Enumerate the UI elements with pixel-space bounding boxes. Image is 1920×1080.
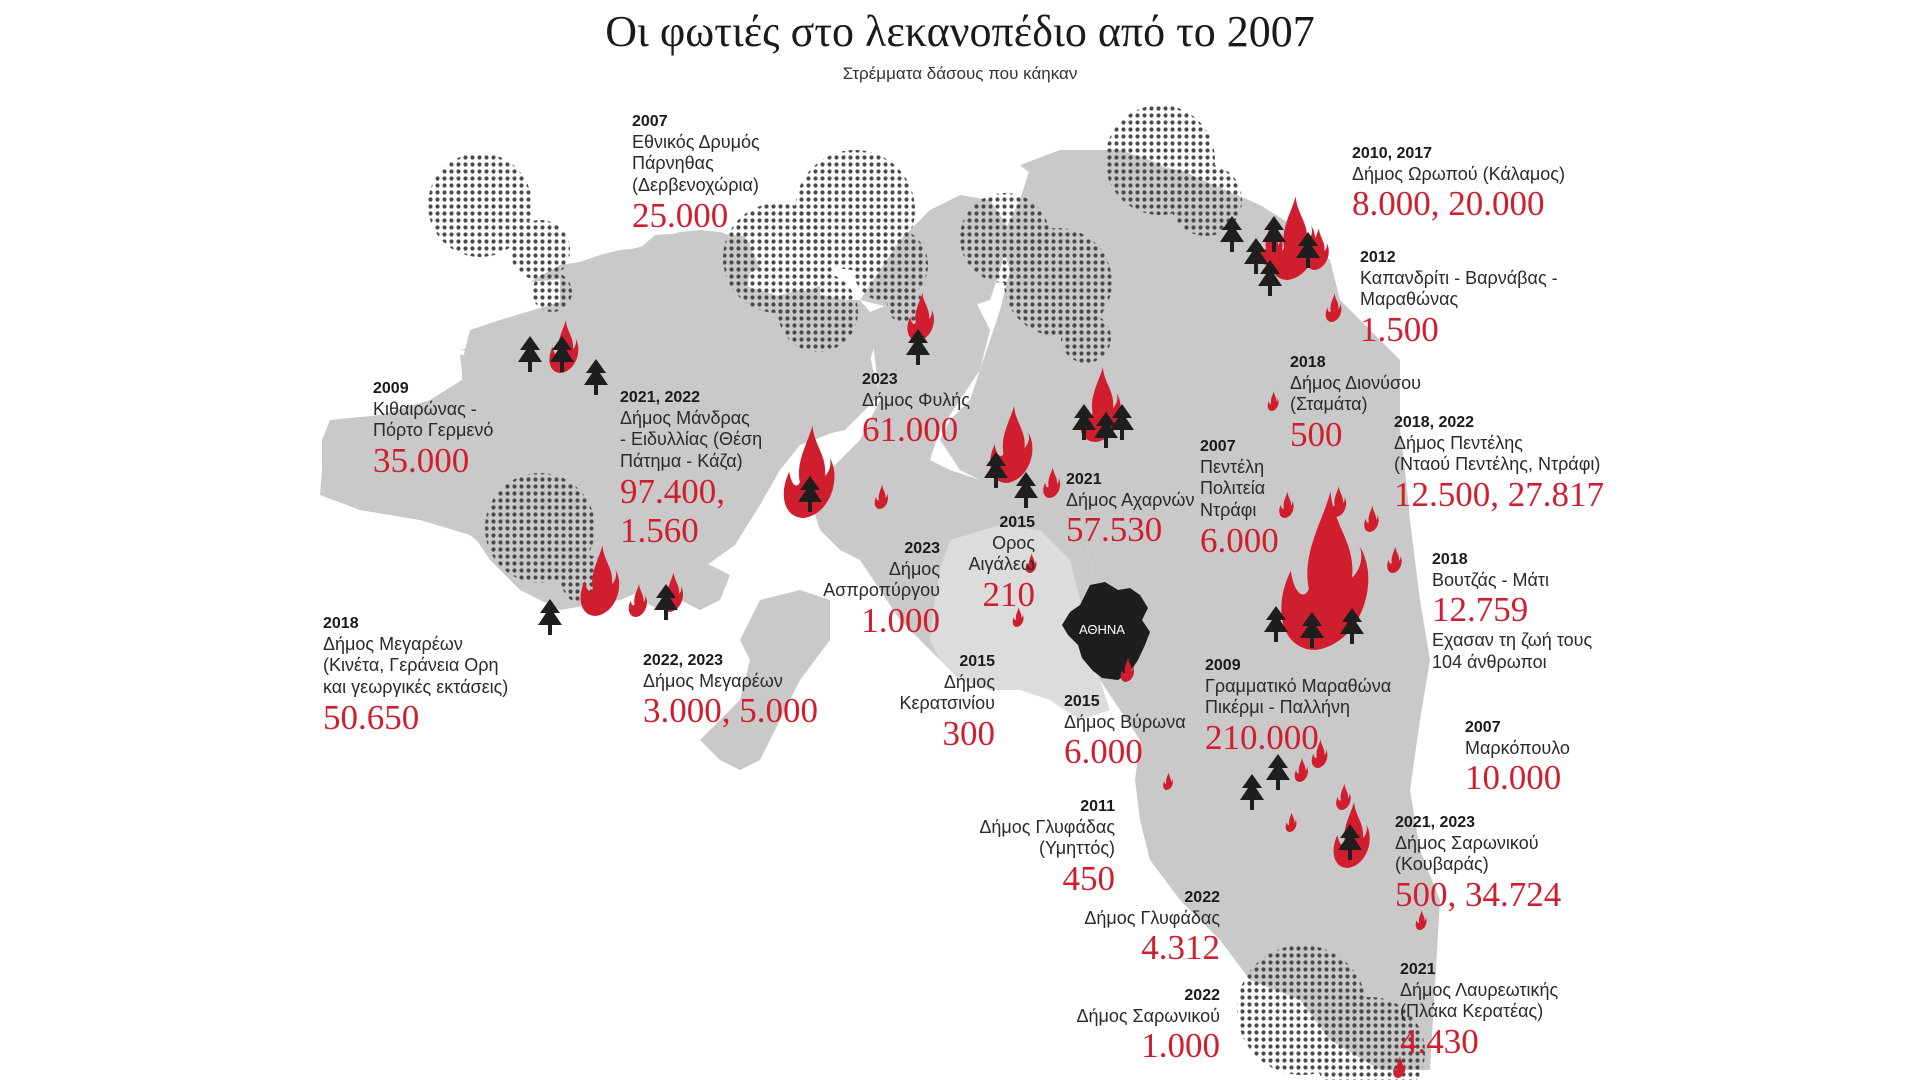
fire-value: 35.000 <box>373 441 470 481</box>
fire-label-megara-2022 <box>643 651 818 731</box>
fire-value: 6.000 <box>1064 732 1143 772</box>
fire-place: Μαρκόπουλο <box>1465 737 1570 758</box>
fire-note: Εχασαν τη ζωή τους 104 άνθρωποι <box>1432 629 1593 672</box>
fire-value: 97.400, 1.560 <box>620 472 725 550</box>
fire-place: Δήμος Φυλής <box>862 389 970 410</box>
page-subtitle: Στρέμματα δάσους που κάηκαν <box>842 64 1078 83</box>
fire-label-penteli-2018 <box>1394 413 1604 515</box>
fire-label-kithaironas <box>373 379 493 481</box>
fire-value: 61.000 <box>862 410 959 450</box>
fire-place: Δήμος Μάνδρας - Ειδυλλίας (Θέση Πάτημα - Κάζα) <box>620 407 763 472</box>
fire-place: Κιθαιρώνας - Πόρτο Γερμενό <box>373 398 494 441</box>
fire-label-acharnes <box>1066 470 1194 550</box>
city-label: ΑΘΗΝΑ <box>1079 622 1125 637</box>
fire-value: 6.000 <box>1200 521 1279 561</box>
fire-place: Δήμος Διονύσου (Σταμάτα) <box>1290 372 1421 415</box>
fire-value: 4.430 <box>1400 1022 1479 1062</box>
fire-year: 2015 <box>959 653 995 670</box>
fire-place: Καπανδρίτι - Βαρνάβας - Μαραθώνας <box>1360 267 1558 310</box>
fire-label-glyfada-2011 <box>940 797 1115 899</box>
fire-label-oropos <box>1352 144 1565 224</box>
fire-year: 2021 <box>1066 471 1102 488</box>
fire-label-aspropyrgos <box>780 539 940 641</box>
fire-year: 2012 <box>1360 249 1396 266</box>
fire-value: 50.650 <box>323 698 420 738</box>
fire-label-keratsini <box>880 652 995 754</box>
fire-value: 12.500, 27.817 <box>1394 475 1604 515</box>
fire-year: 2021, 2023 <box>1395 814 1476 831</box>
fire-label-grammatiko <box>1205 656 1391 758</box>
fire-value: 3.000, 5.000 <box>643 691 818 731</box>
fire-place: Δήμος Ασπροπύργου <box>823 558 940 601</box>
fire-year: 2022 <box>1184 889 1220 906</box>
fire-value: 210.000 <box>1205 718 1319 758</box>
fire-place: Δήμος Γλυφάδας (Υμηττός) <box>979 816 1115 859</box>
fire-year: 2021 <box>1400 961 1436 978</box>
fire-value: 450 <box>1062 859 1115 899</box>
fire-value: 57.530 <box>1066 510 1163 550</box>
fire-year: 2018 <box>1290 354 1326 371</box>
fire-place: Εθνικός Δρυμός Πάρνηθας (Δερβενοχώρια) <box>632 131 760 196</box>
fire-year: 2007 <box>1200 438 1236 455</box>
fire-year: 2022, 2023 <box>643 652 724 669</box>
fire-place: Δήμος Μεγαρέων (Κινέτα, Γεράνεια Ορη και γεωργικές εκτάσεις) <box>323 633 509 698</box>
fire-place: Δήμος Σαρωνικού <box>1076 1005 1220 1026</box>
fire-place: Δήμος Λαυρεωτικής (Πλάκα Κερατέας) <box>1400 979 1559 1022</box>
fire-place: Ορος Αιγάλεω <box>968 532 1035 575</box>
fire-place: Γραμματικό Μαραθώνα Πικέρμι - Παλλήνη <box>1205 675 1392 718</box>
fire-value: 8.000, 20.000 <box>1352 184 1545 224</box>
fire-label-lavreotiki <box>1400 960 1558 1062</box>
fire-label-vyronas <box>1064 692 1186 772</box>
fire-value: 500 <box>1290 415 1343 455</box>
fire-year: 2018 <box>1432 551 1468 568</box>
fire-place: Δήμος Αχαρνών <box>1066 489 1195 510</box>
fire-year: 2015 <box>999 514 1035 531</box>
fire-place: Βουτζάς - Μάτι <box>1432 569 1550 590</box>
fire-value: 12.759 <box>1432 590 1529 630</box>
fire-label-kapandriti <box>1360 248 1558 350</box>
fire-year: 2018 <box>323 615 359 632</box>
fire-value: 10.000 <box>1465 758 1562 798</box>
fire-label-markopoulo <box>1465 718 1570 798</box>
fire-place: Δήμος Πεντέλης (Νταού Πεντέλης, Ντράφι) <box>1394 432 1601 475</box>
fire-label-mati <box>1432 550 1592 674</box>
fire-value: 1.500 <box>1360 310 1439 350</box>
fire-year: 2011 <box>1080 798 1115 815</box>
fire-value: 1.000 <box>1141 1026 1220 1066</box>
fire-value: 1.000 <box>861 601 940 641</box>
fire-year: 2007 <box>1465 719 1501 736</box>
fire-label-penteli-2007 <box>1200 437 1279 561</box>
fire-year: 2015 <box>1064 693 1100 710</box>
fire-year: 2023 <box>862 371 898 388</box>
page-title: Οι φωτιές στο λεκανοπέδιο από το 2007 <box>605 7 1315 56</box>
fire-label-megara-2018 <box>323 614 508 738</box>
fire-label-saronikos-2022 <box>1040 986 1220 1066</box>
fire-place: Πεντέλη Πολιτεία Ντράφι <box>1200 456 1266 521</box>
fire-year: 2018, 2022 <box>1394 414 1475 431</box>
fire-value: 500, 34.724 <box>1395 875 1562 915</box>
fire-label-mandra <box>620 388 762 550</box>
fire-value: 210 <box>982 575 1035 615</box>
fire-year: 2021, 2022 <box>620 389 701 406</box>
fire-label-glyfada-2022 <box>1050 888 1220 968</box>
fire-place: Δήμος Γλυφάδας <box>1084 907 1220 928</box>
fire-year: 2010, 2017 <box>1352 145 1433 162</box>
fire-value: 300 <box>942 714 995 754</box>
fire-place: Δήμος Σαρωνικού (Κουβαράς) <box>1395 832 1539 875</box>
fire-place: Δήμος Ωρωπού (Κάλαμος) <box>1352 163 1565 184</box>
fire-year: 2009 <box>373 380 409 397</box>
fire-value: 25.000 <box>632 196 729 236</box>
fire-label-aigaleo <box>935 513 1035 615</box>
fire-value: 4.312 <box>1141 928 1220 968</box>
fire-year: 2023 <box>904 540 940 557</box>
fire-year: 2007 <box>632 113 668 130</box>
fire-label-parnitha <box>632 112 760 236</box>
fire-year: 2022 <box>1184 987 1220 1004</box>
fire-place: Δήμος Κερατσινίου <box>899 671 995 714</box>
fire-label-saronikos-2021 <box>1395 813 1561 915</box>
fire-place: Δήμος Βύρωνα <box>1064 711 1186 732</box>
fire-year: 2009 <box>1205 657 1241 674</box>
fire-label-fyli <box>862 370 970 450</box>
fire-place: Δήμος Μεγαρέων <box>643 670 783 691</box>
